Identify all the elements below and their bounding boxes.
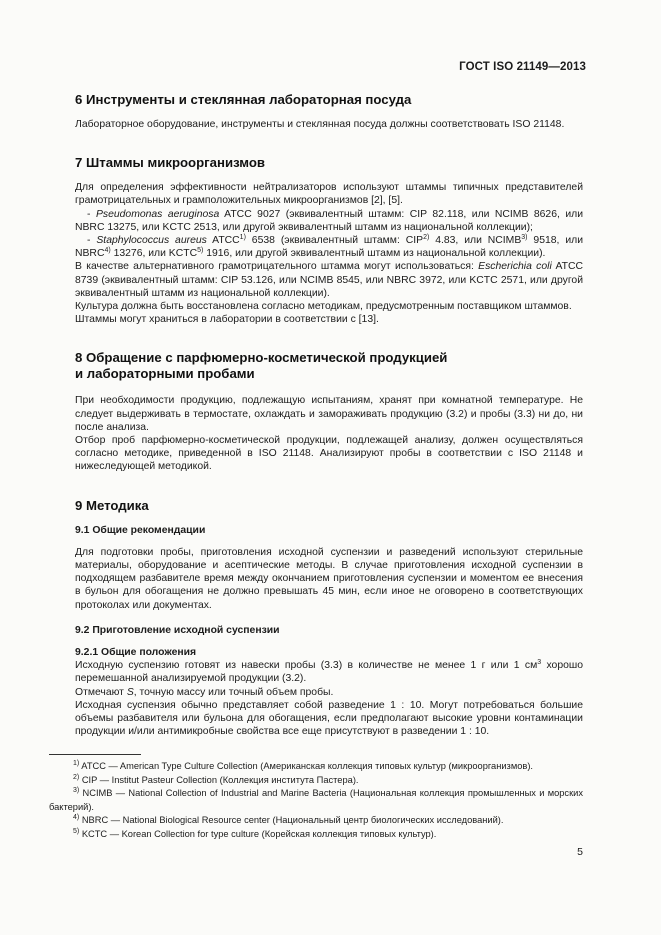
section-7-title: 7 Штаммы микроорганизмов [75, 155, 266, 171]
footnote-separator [49, 754, 141, 755]
strain-item-2-text-a: ATCC [206, 235, 240, 247]
section-8-title-line-2: и лабораторными пробами [75, 366, 255, 382]
footnote-1 [49, 760, 583, 774]
section-8 [75, 350, 583, 473]
section-7-paragraph-2-text-b: ATCC 8739 (эквивалентный штамм: CIP 53.126, или NCIMB 8545, или NBRC 3972, или KCTC 2571, или другой эквивалентный штамм из национальной коллекции). [75, 261, 583, 299]
subsection-9-2-1-paragraph-1-text-b: хорошо перемешанной анализируемой продукции (3.2). [75, 660, 584, 685]
footnote-5-mark: 5) [73, 827, 80, 835]
footnote-ref-4[interactable]: 4) [104, 247, 111, 255]
strain-item-1-species: Pseudomonas aeruginosa [95, 208, 220, 220]
strain-item-2-text-e: 13276, или KCTC [110, 248, 198, 260]
subsection-9-2-1-paragraph-1 [75, 659, 583, 685]
subsection-9-1-paragraph: Для подготовки пробы, приготовления исходной суспензии и разведений используют стерильные материалы, оборудование и асептические методы. В случае приготовления исходной суспензии в подходящем разбавителе время между окончанием приготовления суспензии и моментом ее внесения в бульон для обогащения не должно превышать 45 мин, если иное не оговорено в соответствующих протоколах или документах. [75, 546, 583, 611]
section-7-paragraph-2 [75, 260, 583, 300]
footnote-3-text: NCIMB — National Collection of Industrial and Marine Bacteria (Национальная коллекция промышленных и морских бактерий). [49, 788, 583, 812]
strain-item-2-text-c: 4.83, или NCIMB [429, 235, 522, 247]
footnote-2-mark: 2) [73, 773, 80, 781]
section-7-paragraph-2-species: Escherichia coli [478, 261, 552, 273]
footnote-2-text: CIP — Institut Pasteur Collection (Коллекция института Пастера). [79, 774, 359, 785]
section-6-paragraph: Лабораторное оборудование, инструменты и стеклянная посуда должны соответствовать ISO 21148. [75, 119, 565, 130]
subsection-9-2-1-paragraph-2-text-b: , точную массу или точный объем пробы. [133, 686, 334, 698]
section-8-title-line-1: 8 Обращение с парфюмерно-косметической продукцией [75, 350, 448, 366]
section-6 [75, 92, 583, 131]
footnote-5 [49, 828, 583, 842]
subsection-9-2-title: 9.2 Приготовление исходной суспензии [75, 624, 280, 636]
footnote-3 [49, 787, 583, 814]
section-7-paragraph-2-text-a: В качестве альтернативного грамотрицательного штамма могут использоваться: [75, 261, 479, 273]
section-8-paragraph-2: Отбор проб парфюмерно-косметической продукции, подлежащей анализу, должен осуществляться согласно методике, приведенной в ISO 21148. Анализируют пробы в соответствии с ISO 21148 и нижеследующей методикой. [75, 435, 583, 473]
footnote-4-text: NBRC — National Biological Resource center (Национальный центр биологических исследований). [79, 815, 504, 826]
subsection-9-2-1-paragraph-2-text-a: Отмечают [75, 686, 127, 698]
section-7-paragraph-1-text: Для определения эффективности нейтрализаторов используют штаммы типичных представителей грамотрицательных и грамположительных микроорганизмов [2], [5]. [75, 182, 583, 207]
footnotes [49, 760, 583, 842]
strain-item-2-dash: - [87, 235, 91, 247]
footnote-1-mark: 1) [73, 760, 80, 767]
cubic-superscript: 3 [537, 659, 542, 667]
strain-item-2-text-d: 9518, или NBRC [75, 235, 583, 260]
section-7-paragraph-3: Культура должна быть восстановлена согласно методикам, предусмотренным поставщиком штаммов. [75, 301, 572, 313]
section-7 [75, 155, 583, 326]
page-number: 5 [577, 846, 583, 858]
subsection-9-2-1-paragraph-3: Исходная суспензия обычно представляет собой разведение 1 : 10. Могут потребоваться большие объемы разбавителя или бульона для обогащения, если предполагают высокие уровни контаминации продукции и/или антимикробные свойства все еще присутствуют в разведении 1 : 10. [75, 699, 583, 738]
strain-item-1 [75, 208, 583, 234]
subsection-9-1-title: 9.1 Общие рекомендации [75, 524, 206, 536]
strain-item-2-text-f: 1916, или другой эквивалентный штамм из национальной коллекции). [203, 248, 546, 260]
subsection-9-2-1-paragraph-2 [75, 686, 583, 699]
footnote-ref-1[interactable]: 1) [239, 234, 246, 242]
footnote-3-mark: 3) [73, 787, 80, 795]
subsection-9-2-1-paragraph-1-text-a: Исходную суспензию готовят из навески пробы (3.3) в количестве не менее 1 г или 1 см [75, 660, 538, 672]
section-9-title: 9 Методика [75, 497, 149, 513]
strain-item-2 [75, 234, 583, 260]
section-8-title [75, 350, 583, 382]
variable-s: S [126, 686, 134, 698]
footnote-4-mark: 4) [73, 814, 80, 822]
strain-item-2-text-b: 6538 (эквивалентный штамм: CIP [245, 235, 424, 247]
strain-item-2-species: Staphylococcus aureus [96, 235, 207, 247]
section-7-paragraph-4: Штаммы могут храниться в лаборатории в соответствии с [13]. [75, 314, 379, 326]
subsection-9-2-1-title: 9.2.1 Общие положения [75, 647, 197, 659]
footnote-ref-5[interactable]: 5) [197, 247, 204, 255]
footnote-5-text: KCTC — Korean Collection for type culture (Корейская коллекция типовых культур). [79, 828, 437, 839]
document-code-header: ГОСТ ISO 21149—2013 [459, 61, 586, 73]
section-6-title: 6 Инструменты и стеклянная лабораторная посуда [75, 92, 412, 107]
strain-item-1-text: ATCC 9027 (эквивалентный штамм: CIP 82.118, или NCIMB 8626, или NBRC 13275, или KCTC 2513, или другой эквивалентный штамм из национальной коллекции); [75, 208, 584, 233]
strain-item-1-dash: - [87, 208, 91, 220]
main-content [75, 92, 583, 739]
footnote-ref-3[interactable]: 3) [521, 234, 528, 242]
footnote-4 [49, 814, 583, 828]
section-8-paragraph-1: При необходимости продукцию, подлежащую испытаниям, хранят при комнатной температуре. Не следует выдерживать в термостате, охлаждать и замораживать продукцию (3.2) и пробы (3.3) ни до, ни после анализа. [75, 395, 583, 433]
section-9 [75, 498, 583, 739]
footnote-ref-2[interactable]: 2) [423, 234, 430, 242]
footnote-2 [49, 774, 583, 788]
section-7-paragraph-1 [75, 181, 583, 207]
footnote-1-text: ATCC — American Type Culture Collection (Американская коллекция типовых культур (микроорганизмов). [79, 761, 534, 771]
